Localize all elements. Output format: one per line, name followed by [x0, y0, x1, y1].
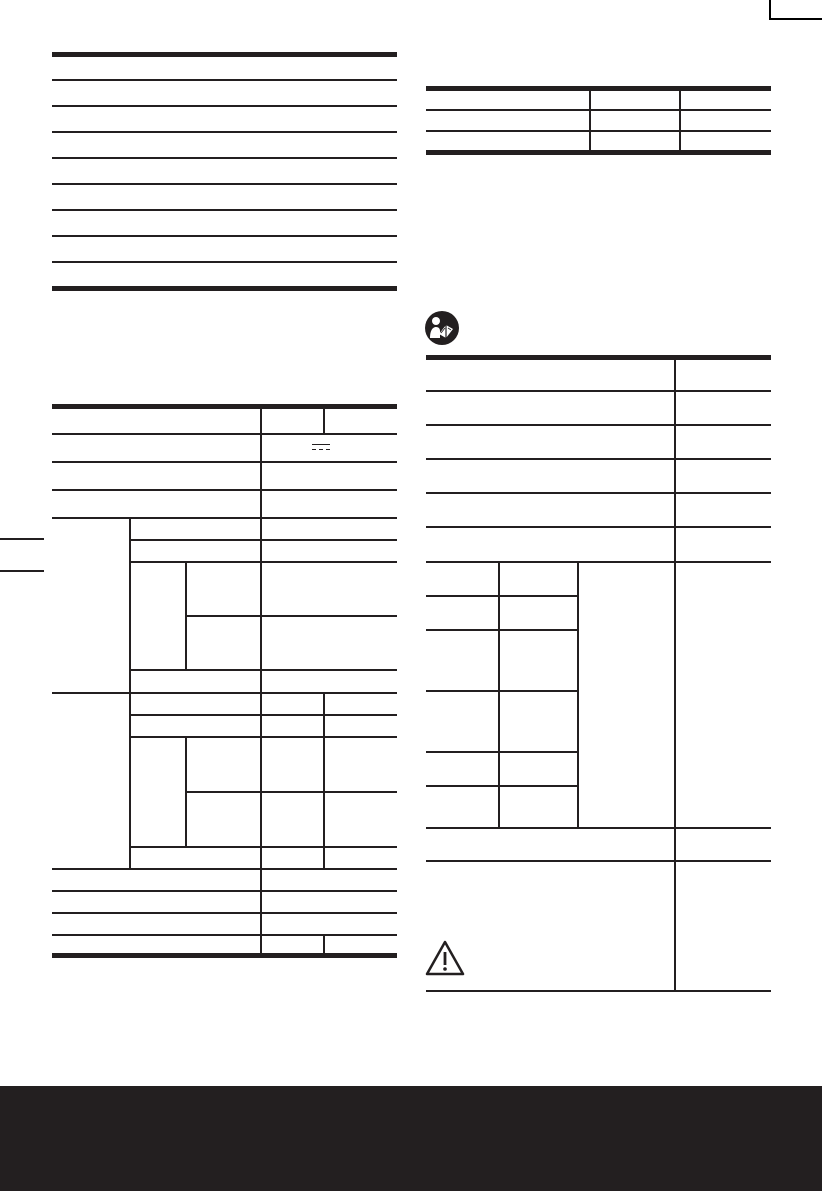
warning-triangle-icon — [424, 939, 466, 977]
table-rule — [52, 890, 397, 892]
column-rule — [498, 561, 500, 827]
table-rule — [426, 390, 771, 392]
table-rule — [426, 458, 771, 460]
column-rule — [185, 561, 187, 669]
table-rule — [52, 79, 397, 81]
table-rule — [52, 52, 397, 57]
table-rule — [52, 692, 397, 694]
table-rule — [52, 157, 397, 159]
table-rule — [426, 990, 771, 992]
table-rule — [52, 953, 397, 958]
crop-mark-vertical — [769, 0, 771, 20]
side-tab-marker — [0, 538, 44, 572]
read-manual-icon — [424, 310, 460, 346]
table-rule — [52, 105, 397, 107]
table-rule — [186, 615, 397, 617]
table-rule — [52, 261, 397, 263]
table-rule — [52, 489, 397, 491]
column-rule — [679, 86, 681, 152]
table-rule — [52, 404, 397, 409]
table-rule — [130, 539, 397, 541]
table-rule — [426, 561, 771, 563]
table-rule — [52, 131, 397, 133]
direct-current-icon — [312, 444, 330, 453]
column-rule — [185, 736, 187, 846]
column-rule — [577, 561, 579, 827]
table-rule — [426, 492, 771, 494]
table-rule — [52, 286, 397, 291]
table-rule — [426, 785, 578, 787]
table-rule — [426, 86, 771, 91]
table-rule — [186, 791, 397, 793]
table-rule — [52, 433, 397, 435]
table-rule — [130, 561, 397, 563]
table-rule — [426, 595, 578, 597]
column-rule — [589, 86, 591, 152]
column-rule — [129, 517, 131, 868]
crop-mark-horizontal — [771, 18, 822, 20]
table-rule — [130, 714, 397, 716]
table-rule — [52, 235, 397, 237]
table-rule — [52, 934, 397, 936]
column-rule — [323, 692, 325, 868]
column-rule — [260, 404, 262, 957]
column-rule — [323, 934, 325, 956]
table-rule — [426, 526, 771, 528]
table-rule — [426, 860, 771, 862]
table-rule — [426, 355, 771, 360]
table-rule — [52, 517, 397, 519]
column-rule — [674, 355, 676, 992]
table-rule — [130, 736, 397, 738]
table-rule — [52, 183, 397, 185]
table-rule — [426, 109, 771, 111]
table-rule — [426, 424, 771, 426]
table-rule — [426, 150, 771, 155]
table-rule — [52, 461, 397, 463]
column-rule — [323, 404, 325, 433]
table-rule — [426, 629, 578, 631]
table-rule — [130, 669, 397, 671]
table-rule — [426, 827, 771, 829]
table-rule — [426, 690, 578, 692]
footer-band — [0, 1086, 822, 1191]
table-rule — [52, 209, 397, 211]
table-rule — [130, 846, 397, 848]
table-rule — [426, 751, 578, 753]
table-rule — [52, 868, 397, 870]
table-rule — [52, 912, 397, 914]
table-rule — [426, 130, 771, 132]
